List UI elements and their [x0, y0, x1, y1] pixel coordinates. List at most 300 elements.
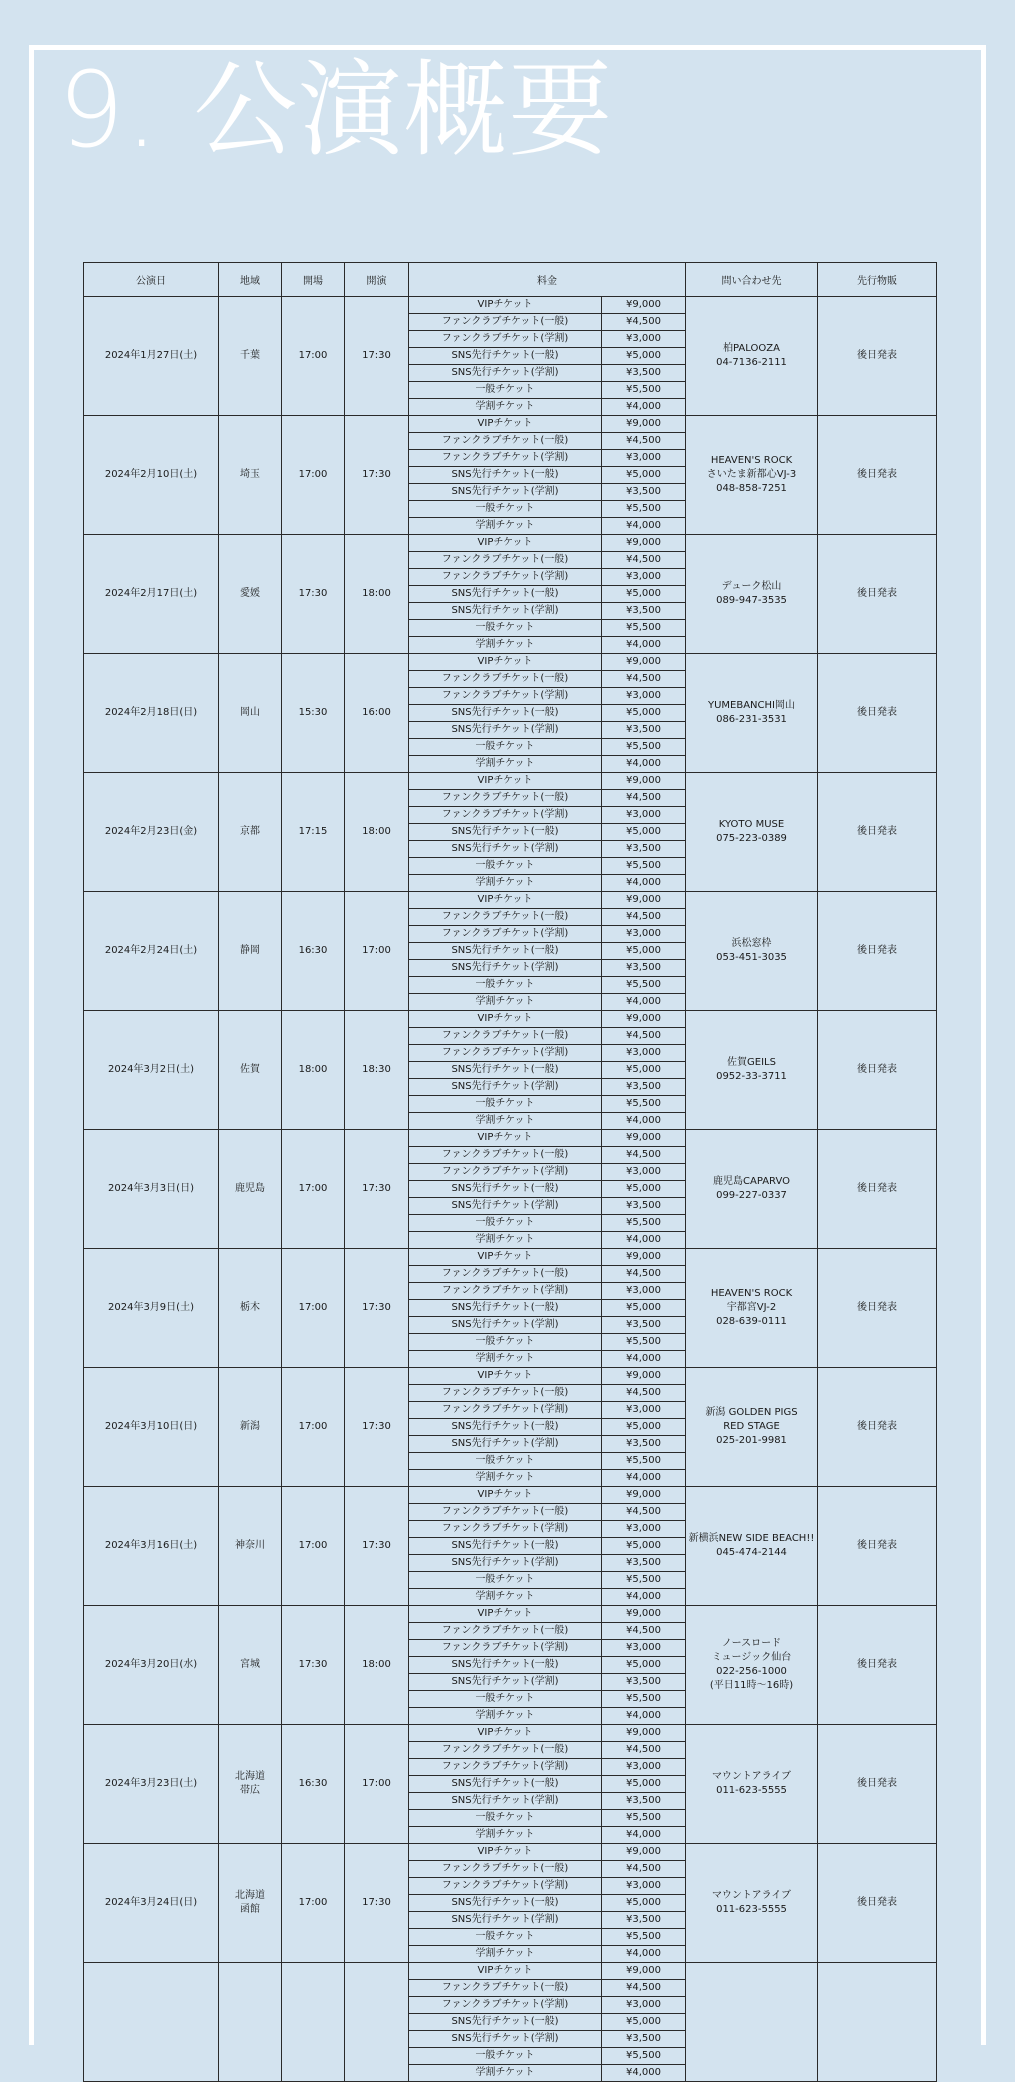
ticket-name: VIPチケット	[409, 1487, 602, 1504]
show-goods: 後日発表	[818, 416, 937, 535]
ticket-price: ¥4,000	[602, 1470, 686, 1487]
show-date: 2024年2月24日(土)	[84, 892, 219, 1011]
ticket-name: 学割チケット	[409, 1946, 602, 1963]
ticket-price: ¥4,000	[602, 637, 686, 654]
ticket-name: SNS先行チケット(一般)	[409, 1657, 602, 1674]
table-row	[84, 416, 937, 433]
ticket-name: ファンクラブチケット(一般)	[409, 1266, 602, 1283]
ticket-price: ¥5,500	[602, 1691, 686, 1708]
ticket-price: ¥5,000	[602, 586, 686, 603]
ticket-price: ¥5,500	[602, 1334, 686, 1351]
ticket-price: ¥4,500	[602, 1147, 686, 1164]
show-date: 2024年2月10日(土)	[84, 416, 219, 535]
ticket-name: VIPチケット	[409, 773, 602, 790]
show-open-time: 17:00	[282, 1368, 345, 1487]
ticket-name: ファンクラブチケット(一般)	[409, 1385, 602, 1402]
ticket-price: ¥9,000	[602, 1487, 686, 1504]
ticket-name: 学割チケット	[409, 756, 602, 773]
ticket-price: ¥3,000	[602, 1045, 686, 1062]
ticket-name: 一般チケット	[409, 858, 602, 875]
ticket-name: ファンクラブチケット(学割)	[409, 1759, 602, 1776]
ticket-price: ¥5,500	[602, 1810, 686, 1827]
show-area: 岡山	[219, 654, 282, 773]
table-row	[84, 1011, 937, 1028]
ticket-price: ¥5,000	[602, 1776, 686, 1793]
ticket-name: 学割チケット	[409, 1827, 602, 1844]
ticket-price: ¥4,000	[602, 399, 686, 416]
ticket-name: 一般チケット	[409, 620, 602, 637]
ticket-name: VIPチケット	[409, 416, 602, 433]
ticket-name: 学割チケット	[409, 875, 602, 892]
ticket-name: 一般チケット	[409, 1572, 602, 1589]
ticket-price: ¥4,000	[602, 1113, 686, 1130]
ticket-price: ¥4,500	[602, 433, 686, 450]
ticket-price: ¥5,000	[602, 1419, 686, 1436]
ticket-name: SNS先行チケット(学割)	[409, 365, 602, 382]
show-goods: 後日発表	[818, 1606, 937, 1725]
ticket-price: ¥5,500	[602, 1929, 686, 1946]
show-start-time: 17:30	[345, 1487, 409, 1606]
ticket-price: ¥4,500	[602, 314, 686, 331]
show-area: 北海道 函館	[219, 1844, 282, 1963]
ticket-name: ファンクラブチケット(学割)	[409, 1402, 602, 1419]
ticket-price: ¥9,000	[602, 1130, 686, 1147]
table-row	[84, 892, 937, 909]
ticket-name: 一般チケット	[409, 1334, 602, 1351]
ticket-price: ¥9,000	[602, 297, 686, 314]
ticket-name: ファンクラブチケット(一般)	[409, 314, 602, 331]
ticket-name: 学割チケット	[409, 1708, 602, 1725]
table-row	[84, 535, 937, 552]
show-date: 2024年3月2日(土)	[84, 1011, 219, 1130]
show-contact	[686, 1963, 818, 2082]
show-goods: 後日発表	[818, 535, 937, 654]
show-open-time: 17:00	[282, 297, 345, 416]
ticket-name: ファンクラブチケット(一般)	[409, 1504, 602, 1521]
ticket-name: SNS先行チケット(一般)	[409, 705, 602, 722]
show-open-time: 18:00	[282, 1011, 345, 1130]
ticket-name: VIPチケット	[409, 1725, 602, 1742]
ticket-name: ファンクラブチケット(学割)	[409, 569, 602, 586]
ticket-price: ¥9,000	[602, 1725, 686, 1742]
ticket-name: ファンクラブチケット(一般)	[409, 1742, 602, 1759]
header-start: 開演	[345, 263, 409, 297]
ticket-name: ファンクラブチケット(学割)	[409, 1640, 602, 1657]
ticket-price: ¥9,000	[602, 1963, 686, 1980]
header-row	[84, 263, 937, 297]
show-area: 静岡	[219, 892, 282, 1011]
ticket-price: ¥3,000	[602, 1997, 686, 2014]
ticket-name: VIPチケット	[409, 1011, 602, 1028]
show-goods: 後日発表	[818, 297, 937, 416]
show-area: 埼玉	[219, 416, 282, 535]
ticket-price: ¥4,000	[602, 875, 686, 892]
show-area: 神奈川	[219, 1487, 282, 1606]
ticket-name: 一般チケット	[409, 1929, 602, 1946]
ticket-price: ¥5,000	[602, 467, 686, 484]
show-goods: 後日発表	[818, 1130, 937, 1249]
ticket-name: 一般チケット	[409, 1215, 602, 1232]
ticket-name: ファンクラブチケット(一般)	[409, 1623, 602, 1640]
ticket-price: ¥3,000	[602, 1521, 686, 1538]
ticket-price: ¥3,500	[602, 603, 686, 620]
ticket-name: 学割チケット	[409, 1470, 602, 1487]
ticket-price: ¥4,000	[602, 1827, 686, 1844]
ticket-name: SNS先行チケット(学割)	[409, 484, 602, 501]
ticket-name: VIPチケット	[409, 535, 602, 552]
show-goods: 後日発表	[818, 1249, 937, 1368]
ticket-name: ファンクラブチケット(一般)	[409, 1147, 602, 1164]
show-contact: マウントアライブ 011-623-5555	[686, 1725, 818, 1844]
ticket-price: ¥3,000	[602, 1164, 686, 1181]
header-contact: 問い合わせ先	[686, 263, 818, 297]
ticket-name: SNS先行チケット(一般)	[409, 1538, 602, 1555]
ticket-price: ¥3,500	[602, 960, 686, 977]
ticket-price: ¥4,000	[602, 1232, 686, 1249]
ticket-price: ¥4,000	[602, 1946, 686, 1963]
show-start-time: 17:30	[345, 297, 409, 416]
ticket-name: VIPチケット	[409, 654, 602, 671]
ticket-name: SNS先行チケット(学割)	[409, 603, 602, 620]
header-goods: 先行物販	[818, 263, 937, 297]
ticket-price: ¥3,000	[602, 569, 686, 586]
show-contact: マウントアライブ 011-623-5555	[686, 1844, 818, 1963]
ticket-price: ¥3,000	[602, 1402, 686, 1419]
show-contact: HEAVEN'S ROCK 宇都宮VJ-2 028-639-0111	[686, 1249, 818, 1368]
ticket-price: ¥3,500	[602, 1198, 686, 1215]
ticket-price: ¥4,500	[602, 1742, 686, 1759]
ticket-price: ¥4,000	[602, 1708, 686, 1725]
show-start-time	[345, 1963, 409, 2082]
ticket-name: ファンクラブチケット(学割)	[409, 1164, 602, 1181]
ticket-name: 学割チケット	[409, 1113, 602, 1130]
show-open-time: 17:00	[282, 416, 345, 535]
ticket-price: ¥5,500	[602, 501, 686, 518]
table-row	[84, 773, 937, 790]
ticket-price: ¥3,000	[602, 1878, 686, 1895]
ticket-price: ¥3,500	[602, 1674, 686, 1691]
ticket-price: ¥3,500	[602, 1793, 686, 1810]
ticket-name: ファンクラブチケット(一般)	[409, 1028, 602, 1045]
show-area: 宮城	[219, 1606, 282, 1725]
ticket-price: ¥9,000	[602, 1368, 686, 1385]
show-open-time: 17:00	[282, 1130, 345, 1249]
show-goods	[818, 1963, 937, 2082]
show-open-time: 17:15	[282, 773, 345, 892]
show-start-time: 17:30	[345, 1844, 409, 1963]
schedule-table	[83, 262, 937, 2082]
show-start-time: 17:30	[345, 1130, 409, 1249]
header-date: 公演日	[84, 263, 219, 297]
ticket-name: SNS先行チケット(学割)	[409, 1555, 602, 1572]
ticket-price: ¥9,000	[602, 1249, 686, 1266]
show-date: 2024年3月9日(土)	[84, 1249, 219, 1368]
ticket-price: ¥5,500	[602, 1215, 686, 1232]
ticket-price: ¥3,000	[602, 1759, 686, 1776]
show-open-time: 17:30	[282, 535, 345, 654]
ticket-price: ¥9,000	[602, 1606, 686, 1623]
ticket-price: ¥3,000	[602, 1640, 686, 1657]
show-start-time: 18:00	[345, 1606, 409, 1725]
ticket-name: SNS先行チケット(学割)	[409, 2031, 602, 2048]
ticket-name: SNS先行チケット(一般)	[409, 2014, 602, 2031]
show-open-time	[282, 1963, 345, 2082]
ticket-price: ¥9,000	[602, 1844, 686, 1861]
show-date: 2024年3月23日(土)	[84, 1725, 219, 1844]
ticket-price: ¥3,500	[602, 722, 686, 739]
show-start-time: 17:30	[345, 416, 409, 535]
header-price: 料金	[409, 263, 686, 297]
ticket-name: VIPチケット	[409, 1249, 602, 1266]
ticket-name: 学割チケット	[409, 1351, 602, 1368]
ticket-name: SNS先行チケット(学割)	[409, 1436, 602, 1453]
ticket-price: ¥4,000	[602, 994, 686, 1011]
show-area: 新潟	[219, 1368, 282, 1487]
table-row	[84, 1606, 937, 1623]
show-goods: 後日発表	[818, 1844, 937, 1963]
ticket-name: ファンクラブチケット(学割)	[409, 1521, 602, 1538]
ticket-price: ¥5,000	[602, 1300, 686, 1317]
table-row	[84, 1963, 937, 1980]
show-contact: ノースロード ミュージック仙台 022-256-1000 (平日11時〜16時)	[686, 1606, 818, 1725]
ticket-price: ¥5,500	[602, 739, 686, 756]
ticket-name: SNS先行チケット(学割)	[409, 960, 602, 977]
header-open: 開場	[282, 263, 345, 297]
ticket-price: ¥3,500	[602, 1912, 686, 1929]
ticket-price: ¥5,000	[602, 1538, 686, 1555]
show-contact: HEAVEN'S ROCK さいたま新都心VJ-3 048-858-7251	[686, 416, 818, 535]
ticket-name: ファンクラブチケット(学割)	[409, 1997, 602, 2014]
ticket-price: ¥5,000	[602, 2014, 686, 2031]
ticket-name: VIPチケット	[409, 1368, 602, 1385]
ticket-price: ¥5,500	[602, 2048, 686, 2065]
show-contact: 佐賀GEILS 0952-33-3711	[686, 1011, 818, 1130]
ticket-name: ファンクラブチケット(一般)	[409, 433, 602, 450]
ticket-name: 一般チケット	[409, 2048, 602, 2065]
ticket-price: ¥4,500	[602, 1861, 686, 1878]
ticket-name: ファンクラブチケット(学割)	[409, 450, 602, 467]
ticket-name: SNS先行チケット(学割)	[409, 1912, 602, 1929]
table-row	[84, 1130, 937, 1147]
ticket-name: ファンクラブチケット(一般)	[409, 909, 602, 926]
ticket-price: ¥9,000	[602, 535, 686, 552]
ticket-price: ¥3,500	[602, 1436, 686, 1453]
ticket-price: ¥9,000	[602, 416, 686, 433]
ticket-price: ¥3,500	[602, 841, 686, 858]
ticket-price: ¥5,500	[602, 858, 686, 875]
ticket-price: ¥5,000	[602, 1062, 686, 1079]
ticket-name: SNS先行チケット(一般)	[409, 943, 602, 960]
ticket-price: ¥4,500	[602, 1504, 686, 1521]
show-date: 2024年3月10日(日)	[84, 1368, 219, 1487]
show-area: 佐賀	[219, 1011, 282, 1130]
show-start-time: 17:30	[345, 1368, 409, 1487]
ticket-price: ¥4,500	[602, 671, 686, 688]
ticket-name: SNS先行チケット(学割)	[409, 722, 602, 739]
table-row	[84, 1249, 937, 1266]
show-contact: KYOTO MUSE 075-223-0389	[686, 773, 818, 892]
ticket-name: SNS先行チケット(学割)	[409, 841, 602, 858]
ticket-name: ファンクラブチケット(学割)	[409, 1878, 602, 1895]
ticket-name: 一般チケット	[409, 1096, 602, 1113]
ticket-name: ファンクラブチケット(学割)	[409, 1045, 602, 1062]
show-open-time: 15:30	[282, 654, 345, 773]
ticket-name: VIPチケット	[409, 1963, 602, 1980]
show-date: 2024年3月16日(土)	[84, 1487, 219, 1606]
ticket-name: SNS先行チケット(学割)	[409, 1793, 602, 1810]
show-goods: 後日発表	[818, 654, 937, 773]
ticket-name: SNS先行チケット(一般)	[409, 1062, 602, 1079]
show-date: 2024年2月18日(日)	[84, 654, 219, 773]
show-date: 2024年3月20日(水)	[84, 1606, 219, 1725]
ticket-price: ¥5,500	[602, 1096, 686, 1113]
ticket-name: ファンクラブチケット(学割)	[409, 688, 602, 705]
ticket-name: ファンクラブチケット(学割)	[409, 926, 602, 943]
ticket-price: ¥5,000	[602, 1657, 686, 1674]
ticket-name: 学割チケット	[409, 1589, 602, 1606]
ticket-name: SNS先行チケット(一般)	[409, 348, 602, 365]
ticket-name: 一般チケット	[409, 1810, 602, 1827]
ticket-name: ファンクラブチケット(学割)	[409, 331, 602, 348]
show-date: 2024年3月24日(日)	[84, 1844, 219, 1963]
table-row	[84, 1368, 937, 1385]
show-start-time: 17:30	[345, 1249, 409, 1368]
ticket-name: SNS先行チケット(一般)	[409, 1895, 602, 1912]
ticket-name: SNS先行チケット(一般)	[409, 1300, 602, 1317]
show-open-time: 16:30	[282, 1725, 345, 1844]
show-open-time: 16:30	[282, 892, 345, 1011]
ticket-name: 一般チケット	[409, 1453, 602, 1470]
show-goods: 後日発表	[818, 1725, 937, 1844]
ticket-price: ¥4,000	[602, 518, 686, 535]
ticket-name: ファンクラブチケット(一般)	[409, 1980, 602, 1997]
ticket-name: ファンクラブチケット(一般)	[409, 790, 602, 807]
ticket-price: ¥9,000	[602, 892, 686, 909]
ticket-price: ¥3,500	[602, 1079, 686, 1096]
ticket-name: ファンクラブチケット(一般)	[409, 1861, 602, 1878]
show-start-time: 18:00	[345, 535, 409, 654]
ticket-name: SNS先行チケット(一般)	[409, 824, 602, 841]
ticket-name: 学割チケット	[409, 637, 602, 654]
show-contact: 浜松窓枠 053-451-3035	[686, 892, 818, 1011]
ticket-price: ¥4,500	[602, 552, 686, 569]
ticket-price: ¥3,500	[602, 1317, 686, 1334]
ticket-price: ¥5,500	[602, 1572, 686, 1589]
ticket-name: 一般チケット	[409, 382, 602, 399]
ticket-name: VIPチケット	[409, 297, 602, 314]
show-area	[219, 1963, 282, 2082]
ticket-name: SNS先行チケット(学割)	[409, 1198, 602, 1215]
ticket-name: SNS先行チケット(学割)	[409, 1079, 602, 1096]
ticket-name: 一般チケット	[409, 1691, 602, 1708]
ticket-name: 学割チケット	[409, 2065, 602, 2082]
ticket-name: SNS先行チケット(学割)	[409, 1317, 602, 1334]
show-date: 2024年2月17日(土)	[84, 535, 219, 654]
show-goods: 後日発表	[818, 773, 937, 892]
table-row	[84, 1487, 937, 1504]
show-contact: デューク松山 089-947-3535	[686, 535, 818, 654]
ticket-name: VIPチケット	[409, 1844, 602, 1861]
ticket-price: ¥5,000	[602, 705, 686, 722]
show-contact: 柏PALOOZA 04-7136-2111	[686, 297, 818, 416]
ticket-name: 学割チケット	[409, 399, 602, 416]
page-title: 9. 公演概要	[58, 49, 614, 171]
ticket-name: SNS先行チケット(一般)	[409, 467, 602, 484]
table-row	[84, 297, 937, 314]
ticket-price: ¥3,000	[602, 807, 686, 824]
ticket-name: SNS先行チケット(一般)	[409, 1181, 602, 1198]
show-goods: 後日発表	[818, 1368, 937, 1487]
show-contact: YUMEBANCHI岡山 086-231-3531	[686, 654, 818, 773]
show-start-time: 17:00	[345, 892, 409, 1011]
ticket-price: ¥4,500	[602, 909, 686, 926]
ticket-name: VIPチケット	[409, 1130, 602, 1147]
ticket-price: ¥9,000	[602, 654, 686, 671]
ticket-name: VIPチケット	[409, 1606, 602, 1623]
ticket-name: ファンクラブチケット(学割)	[409, 807, 602, 824]
ticket-price: ¥4,500	[602, 790, 686, 807]
show-area: 北海道 帯広	[219, 1725, 282, 1844]
ticket-name: ファンクラブチケット(一般)	[409, 671, 602, 688]
show-date: 2024年2月23日(金)	[84, 773, 219, 892]
ticket-price: ¥5,500	[602, 620, 686, 637]
show-contact: 鹿児島CAPARVO 099-227-0337	[686, 1130, 818, 1249]
show-start-time: 17:00	[345, 1725, 409, 1844]
header-area: 地域	[219, 263, 282, 297]
ticket-price: ¥3,500	[602, 365, 686, 382]
ticket-name: 一般チケット	[409, 501, 602, 518]
ticket-price: ¥5,000	[602, 1181, 686, 1198]
ticket-price: ¥3,000	[602, 926, 686, 943]
ticket-price: ¥4,000	[602, 2065, 686, 2082]
ticket-price: ¥5,500	[602, 977, 686, 994]
ticket-name: 学割チケット	[409, 518, 602, 535]
ticket-price: ¥3,000	[602, 1283, 686, 1300]
show-date	[84, 1963, 219, 2082]
ticket-price: ¥4,500	[602, 1623, 686, 1640]
ticket-name: 学割チケット	[409, 1232, 602, 1249]
show-area: 栃木	[219, 1249, 282, 1368]
ticket-price: ¥3,500	[602, 484, 686, 501]
ticket-price: ¥4,500	[602, 1980, 686, 1997]
ticket-name: SNS先行チケット(学割)	[409, 1674, 602, 1691]
show-area: 京都	[219, 773, 282, 892]
ticket-price: ¥5,500	[602, 382, 686, 399]
ticket-price: ¥9,000	[602, 773, 686, 790]
show-area: 愛媛	[219, 535, 282, 654]
show-open-time: 17:00	[282, 1844, 345, 1963]
ticket-name: SNS先行チケット(一般)	[409, 586, 602, 603]
ticket-price: ¥4,000	[602, 1351, 686, 1368]
show-goods: 後日発表	[818, 1487, 937, 1606]
ticket-price: ¥4,500	[602, 1028, 686, 1045]
ticket-price: ¥3,000	[602, 688, 686, 705]
ticket-name: 学割チケット	[409, 994, 602, 1011]
ticket-price: ¥5,000	[602, 1895, 686, 1912]
ticket-price: ¥3,500	[602, 2031, 686, 2048]
show-open-time: 17:00	[282, 1487, 345, 1606]
show-open-time: 17:30	[282, 1606, 345, 1725]
show-contact: 新潟 GOLDEN PIGS RED STAGE 025-201-9981	[686, 1368, 818, 1487]
show-area: 千葉	[219, 297, 282, 416]
ticket-name: SNS先行チケット(一般)	[409, 1419, 602, 1436]
ticket-price: ¥4,000	[602, 1589, 686, 1606]
ticket-price: ¥3,000	[602, 450, 686, 467]
ticket-name: ファンクラブチケット(学割)	[409, 1283, 602, 1300]
ticket-price: ¥5,000	[602, 943, 686, 960]
ticket-name: SNS先行チケット(一般)	[409, 1776, 602, 1793]
show-date: 2024年3月3日(日)	[84, 1130, 219, 1249]
